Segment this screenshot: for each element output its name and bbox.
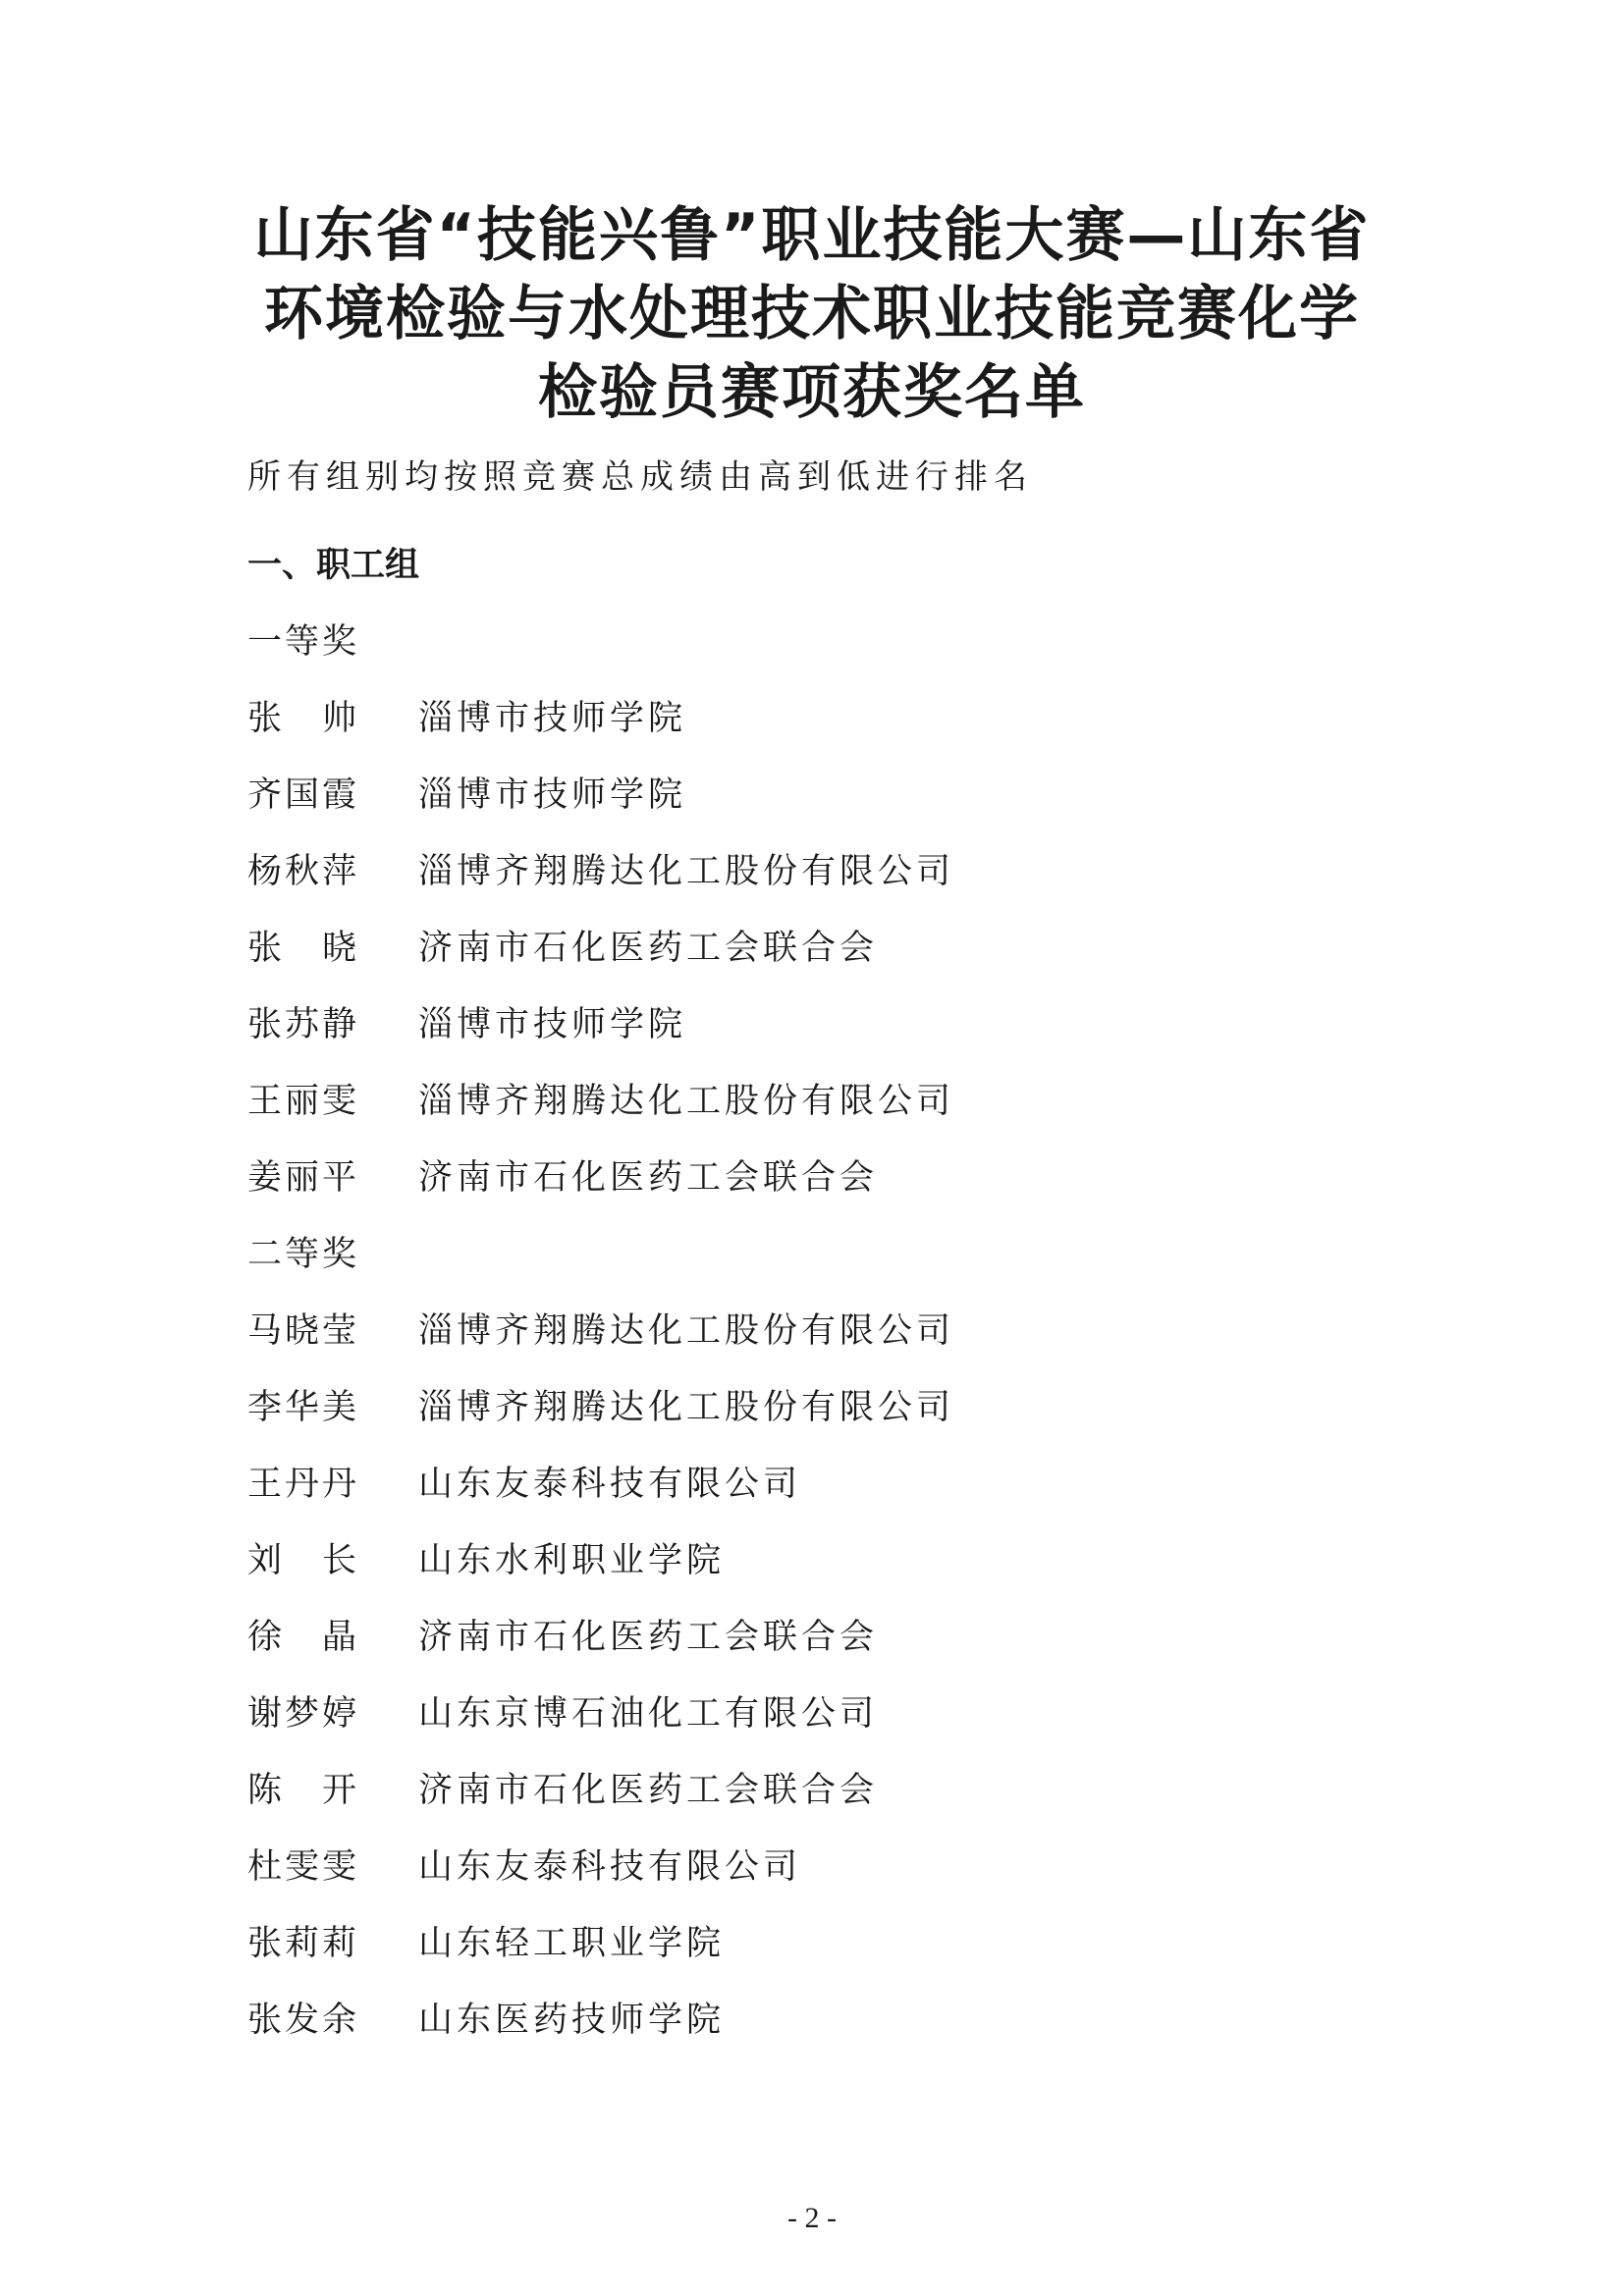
winner-org: 山东友泰科技有限公司 bbox=[418, 1847, 802, 1887]
winner-name: 徐 晶 bbox=[247, 1618, 360, 1657]
winner-org: 淄博齐翔腾达化工股份有限公司 bbox=[418, 852, 955, 891]
list-item bbox=[247, 1840, 954, 1916]
winner-org: 淄博齐翔腾达化工股份有限公司 bbox=[418, 1388, 955, 1427]
list-item bbox=[247, 1304, 954, 1380]
winner-org: 山东医药技师学院 bbox=[418, 2001, 726, 2040]
first-prize-label: 一等奖 bbox=[247, 622, 360, 662]
winner-name: 杜雯雯 bbox=[247, 1847, 360, 1887]
list-item bbox=[247, 1380, 954, 1457]
list-item bbox=[247, 1150, 954, 1227]
winner-org: 淄博齐翔腾达化工股份有限公司 bbox=[418, 1311, 955, 1351]
winner-name: 张 晓 bbox=[247, 929, 360, 968]
winner-name: 张发余 bbox=[247, 2001, 360, 2040]
title-line-3: 检验员赛项获奖名单 bbox=[538, 358, 1086, 427]
winner-org: 淄博市技师学院 bbox=[418, 1005, 687, 1044]
winner-name: 张苏静 bbox=[247, 1005, 360, 1044]
winner-org: 济南市石化医药工会联合会 bbox=[418, 1158, 879, 1198]
list-item bbox=[247, 1763, 954, 1840]
winner-name: 杨秋萍 bbox=[247, 852, 360, 891]
ranking-note: 所有组别均按照竞赛总成绩由高到低进行排名 bbox=[247, 457, 1033, 497]
winner-org: 淄博齐翔腾达化工股份有限公司 bbox=[418, 1082, 955, 1121]
list-item bbox=[247, 768, 954, 844]
winner-name: 王丽雯 bbox=[247, 1082, 360, 1121]
second-prize-label: 二等奖 bbox=[247, 1235, 360, 1274]
winner-org: 山东京博石油化工有限公司 bbox=[418, 1694, 879, 1734]
winner-org: 淄博市技师学院 bbox=[418, 699, 687, 738]
list-item bbox=[247, 1074, 954, 1150]
winner-name: 张 帅 bbox=[247, 699, 360, 738]
list-item bbox=[247, 921, 954, 997]
list-item bbox=[247, 997, 954, 1074]
title-line-2: 环境检验与水处理技术职业技能竞赛化学 bbox=[264, 280, 1360, 348]
list-item bbox=[247, 1610, 954, 1686]
winner-org: 济南市石化医药工会联合会 bbox=[418, 929, 879, 968]
list-item bbox=[247, 1533, 954, 1610]
list-item bbox=[247, 1457, 954, 1533]
page-number: - 2 - bbox=[787, 2202, 837, 2234]
winner-org: 济南市石化医药工会联合会 bbox=[418, 1618, 879, 1657]
award-list bbox=[247, 614, 954, 2069]
page-title bbox=[0, 196, 1624, 432]
list-item bbox=[247, 844, 954, 921]
winner-name: 马晓莹 bbox=[247, 1311, 360, 1351]
winner-name: 陈 开 bbox=[247, 1771, 360, 1810]
group-heading: 一、职工组 bbox=[247, 546, 420, 585]
winner-org: 山东轻工职业学院 bbox=[418, 1924, 726, 1963]
title-line-1: 山东省“技能兴鲁”职业技能大赛—山东省 bbox=[253, 201, 1371, 270]
list-item bbox=[247, 691, 954, 768]
winner-org: 淄博市技师学院 bbox=[418, 775, 687, 815]
list-item bbox=[247, 1993, 954, 2069]
winner-name: 齐国霞 bbox=[247, 775, 360, 815]
winner-name: 李华美 bbox=[247, 1388, 360, 1427]
winner-org: 山东水利职业学院 bbox=[418, 1541, 726, 1580]
winner-name: 姜丽平 bbox=[247, 1158, 360, 1198]
winner-name: 刘 长 bbox=[247, 1541, 360, 1580]
winner-name: 谢梦婷 bbox=[247, 1694, 360, 1734]
winner-org: 山东友泰科技有限公司 bbox=[418, 1465, 802, 1504]
winner-org: 济南市石化医药工会联合会 bbox=[418, 1771, 879, 1810]
list-item bbox=[247, 1916, 954, 1993]
winner-name: 王丹丹 bbox=[247, 1465, 360, 1504]
list-item bbox=[247, 1686, 954, 1763]
winner-name: 张莉莉 bbox=[247, 1924, 360, 1963]
